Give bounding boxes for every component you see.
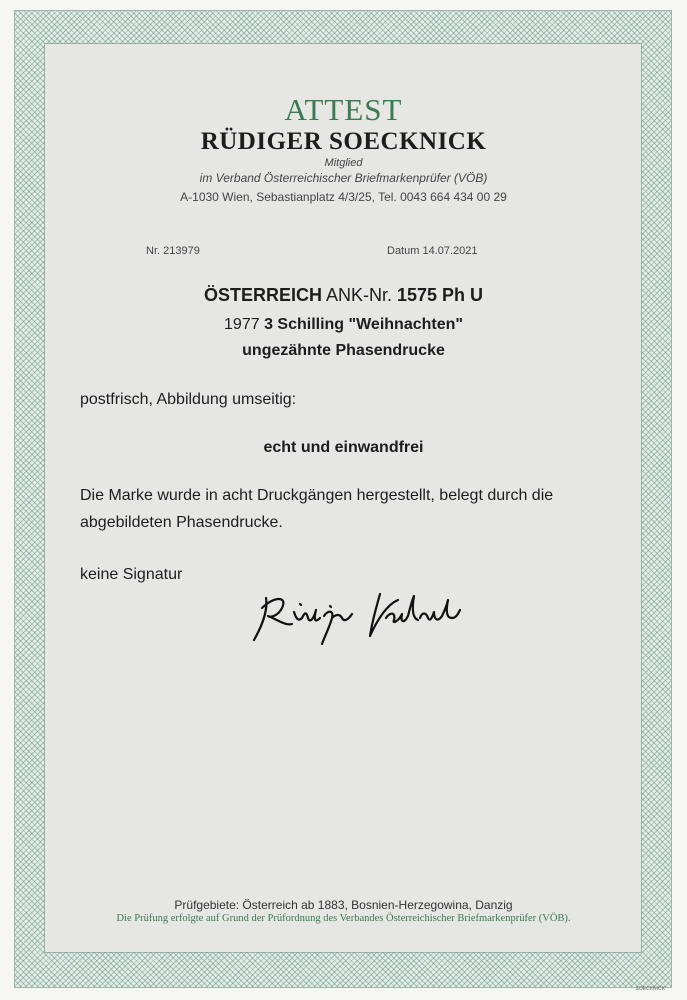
certificate-date: Datum 14.07.2021 [387, 245, 478, 257]
item-country: ÖSTERREICH [203, 285, 322, 305]
expert-address: A-1030 Wien, Sebastianplatz 4/3/25, Tel. 0043 664 434 00 29 [180, 190, 507, 204]
association-name: im Verband Österreichischer Briefmarkenprüfer (VÖB) [199, 171, 488, 185]
item-catalog-line [0, 285, 687, 306]
item-catalog-number: 1575 Ph U [397, 285, 484, 305]
certificate-number: Nr. 213979 [146, 245, 200, 257]
document-title: ATTEST [284, 92, 403, 127]
description-text-line1: Die Marke wurde in acht Druckgängen hergestellt, belegt durch die [80, 487, 554, 504]
footer-areas: Prüfgebiete: Österreich ab 1883, Bosnien-Herzegowina, Danzig [174, 898, 513, 912]
signature-note: keine Signatur [80, 566, 183, 583]
description-text-line2: abgebildeten Phasendrucke. [80, 514, 283, 531]
footer-legal: Die Prüfung erfolgte auf Grund der Prüfordnung des Verbandes Österreichischer Briefmarkenprüfer (VÖB). [116, 913, 571, 924]
item-year: 1977 [224, 316, 260, 333]
expert-name: RÜDIGER SOECKNICK [200, 128, 487, 155]
membership-label: Mitglied [324, 157, 363, 169]
item-description-line [0, 316, 687, 334]
verdict-text: echt und einwandfrei [263, 439, 424, 456]
footer-stamp: SOECKNICK [635, 986, 665, 992]
item-variant: ungezähnte Phasendrucke [242, 342, 445, 359]
item-stamp: 3 Schilling "Weihnachten" [264, 316, 463, 333]
item-catalog-label: ANK-Nr. [325, 285, 392, 305]
handwritten-signature [248, 578, 468, 648]
condition-text: postfrisch, Abbildung umseitig: [80, 391, 297, 408]
